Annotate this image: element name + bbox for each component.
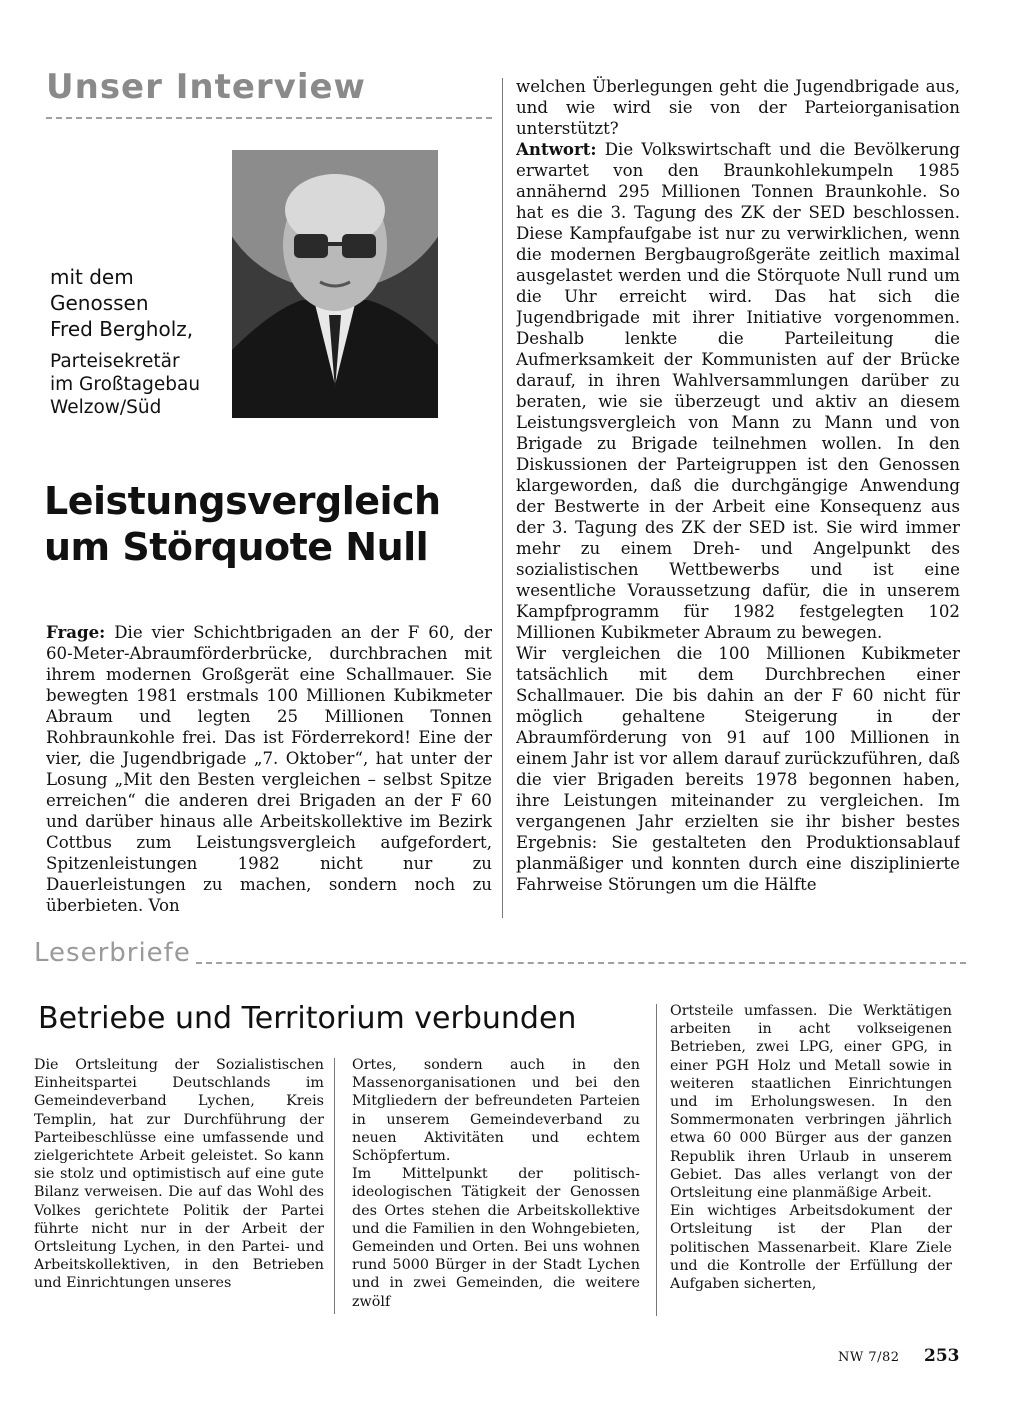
role-line: Parteisekretär <box>50 351 180 372</box>
page-number: 253 <box>924 1346 960 1366</box>
kicker-rule <box>46 117 492 119</box>
interviewee-role <box>50 350 250 419</box>
headline-line: um Störquote Null <box>44 525 429 569</box>
question-tail: welchen Überlegungen geht die Jugendbrigade aus, und wie wird sie von der Parteiorganisation unterstützt? <box>516 77 960 138</box>
issue-number: NW 7/82 <box>838 1350 900 1365</box>
letters-headline: Betriebe und Territorium verbunden <box>38 1001 577 1036</box>
column-divider <box>502 78 503 918</box>
letters-paragraph: Die Ortsleitung der Sozialistischen Einheitspartei Deutschlands im Gemeindeverband Lychen, Kreis Templin, hat zur Durchführung der Parteibeschlüsse eine umfassende und zielgerichtete Arbeit geleistet. So kann sie stolz und optimistisch auf eine gute Bilanz verweisen. Die auf das Wohl des Volkes gerichtete Politik der Partei führte nicht nur in der Arbeit der Ortsleitung Lychen, in den Partei- und Arbeitskollektiven, in den Betrieben und Einrichtungen unseres <box>34 1057 324 1292</box>
letters-column-3 <box>670 1002 952 1326</box>
headline-line: Leistungsvergleich <box>44 479 441 523</box>
interviewee-intro <box>50 264 250 342</box>
intro-line: Fred Bergholz, <box>50 317 194 341</box>
frage-label: Frage: <box>46 622 106 642</box>
role-line: im Großtagebau <box>50 374 201 395</box>
letters-column-2 <box>352 1056 640 1326</box>
answer-column <box>516 76 960 922</box>
letters-kicker: Leserbriefe <box>34 938 191 968</box>
letters-divider-2 <box>656 1004 657 1316</box>
frage-text: Die vier Schichtbrigaden an der F 60, der 60-Meter-Abraumförderbrücke, durchbrachen mit ihrem modernen Großgerät eine Schallmauer. Sie bewegten 1981 erstmals 100 Millionen Kubikmeter Abraum und legten 25 Millionen Tonnen Rohbraunkohle frei. Das ist Förderrekord! Eine der vier, die Jugendbrigade „7. Oktober“, hat unter der Losung „Mit den Besten vergleichen – selbst Spitze erreichen“ die anderen drei Brigaden an der F 60 und darüber hinaus alle Arbeitskollektive im Bezirk Cottbus zum Leistungsvergleich aufgefordert, Spitzenleistungen 1982 nicht nur zu Dauerleistungen zu machen, sondern noch zu überbieten. Von <box>46 623 492 915</box>
letters-paragraph: Ein wichtiges Arbeitsdokument der Ortsleitung ist der Plan der politischen Massenarbeit. Klare Ziele und die Kontrolle der Erfüllung der Aufgaben sicherten, <box>670 1203 952 1293</box>
antwort-text: Die Volkswirtschaft und die Bevölkerung erwartet von den Braunkohlekumpeln 1985 annähernd 295 Millionen Tonnen Braunkohle. So hat es die 3. Tagung des ZK der SED beschlossen. Diese Kampfaufgabe ist nur zu verwirklichen, wenn die modernen Bergbaugroßgeräte zeitlich maximal ausgelastet werden und die Störquote Null rund um die Uhr erreicht wird. Das hat sich die Jugendbrigade mit ihrer Initiative vorgenommen. Deshalb lenkte die Parteileitung die Aufmerksamkeit der Kommunisten auf der Brücke darauf, in ihren Wahlversammlungen darüber zu beraten, wie sie überzeugt und aktiv an diesem Leistungsvergleich von Mann zu Mann und von Brigade zu Brigade teilnehmen wollen. In den Diskussionen der Parteigruppen ist den Genossen klargeworden, daß die durchgängige Anwendung der Bestwerte in der Arbeit eine Konsequenz aus der 3. Tagung des ZK der SED ist. Sie wird immer mehr zu einem Dreh- und Angelpunkt des sozialistischen Wettbewerbs und ist eine wesentliche Voraussetzung dafür, die in unserem Kampfprogramm für 1982 festgelegten 102 Millionen Kubikmeter Abraum zu bewegen. <box>516 140 960 642</box>
article-headline <box>44 478 494 570</box>
letters-column-1 <box>34 1056 324 1326</box>
letters-paragraph: Im Mittelpunkt der politisch-ideologischen Tätigkeit der Genossen des Ortes stehen die Arbeitskollektive und die Familien in den Wohngebieten, Gemeinden und Orten. Bei uns wohnen rund 5000 Bürger in der Stadt Lychen und in zwei Gemeinden, die weitere zwölf <box>352 1166 640 1310</box>
intro-line: mit dem <box>50 265 134 289</box>
letters-paragraph: Ortes, sondern auch in den Massenorganisationen und bei den Mitgliedern der befreundeten Parteien in unserem Gemeindeverband zu neuen Aktivitäten und echtem Schöpfertum. <box>352 1057 640 1165</box>
answer-paragraph <box>516 139 960 643</box>
letters-paragraph: Ortsteile umfassen. Die Werktätigen arbeiten in acht volkseigenen Betrieben, zwei LPG, einer GPG, in einer PGH Holz und Metall sowie in weiteren staatlichen Einrichtungen und im Erholungswesen. In den Sommermonaten verbringen jährlich etwa 60 000 Bürger aus der ganzen Republik ihren Urlaub in unserem Gebiet. Das alles verlangt von der Ortsleitung eine planmäßige Arbeit. <box>670 1003 952 1202</box>
portrait-illustration <box>232 150 438 418</box>
role-line: Welzow/Süd <box>50 397 162 418</box>
antwort-label: Antwort: <box>516 139 597 159</box>
question-column <box>46 622 492 922</box>
question-paragraph <box>46 622 492 916</box>
answer-paragraph-2: Wir vergleichen die 100 Millionen Kubikmeter tatsächlich mit dem Durchbrechen einer Schallmauer. Die bis dahin an der F 60 nicht für möglich gehaltene Steigerung in der Abraumförderung von 91 auf 100 Millionen in einem Jahr ist vor allem darauf zurückzuführen, daß die vier Brigaden bereits 1978 begonnen haben, ihre Leistungen miteinander zu vergleichen. Im vergangenen Jahr erzielten sie ihr bisher bestes Ergebnis: Sie gestalteten den Produktionsablauf planmäßiger und konnten durch eine disziplinierte Fahrweise Störungen um die Hälfte <box>516 644 960 894</box>
portrait-photo <box>232 150 438 418</box>
intro-line: Genossen <box>50 291 149 315</box>
letters-divider-1 <box>334 1058 335 1314</box>
section-kicker: Unser Interview <box>46 67 366 107</box>
letters-rule <box>196 962 966 964</box>
